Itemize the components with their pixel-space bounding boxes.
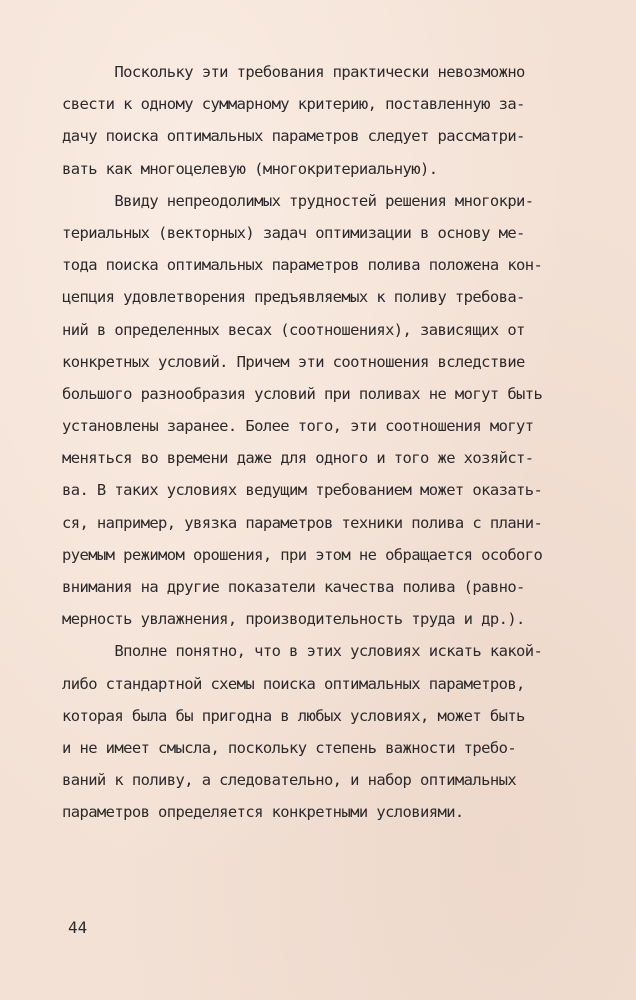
text-line: большого разнообразия условий при поливах не могут быть bbox=[62, 384, 543, 403]
text-line: которая была бы пригодна в любых условиях, может быть bbox=[62, 706, 525, 725]
text-line: внимания на другие показатели качества полива (равно- bbox=[62, 578, 525, 596]
text-line: вать как многоцелевую (многокритериальную). bbox=[62, 159, 438, 178]
text-line: мерность увлажнения, производительность труда и др.). bbox=[62, 610, 525, 629]
text-line: свести к одному суммарному критерию, поставленную за- bbox=[62, 95, 525, 114]
text-line: ний в определенных весах (соотношениях), зависящих от bbox=[62, 320, 525, 339]
text-line: Вполне понятно, что в этих условиях искать какой- bbox=[62, 642, 543, 661]
text-line: и не имеет смысла, поскольку степень важности требо- bbox=[62, 738, 517, 757]
text-line: Ввиду непреодолимых трудностей решения многокри- bbox=[62, 191, 534, 210]
text-line: ся, например, увязка параметров техники полива с плани- bbox=[62, 513, 543, 532]
text-line: параметров определяется конкретными условиями. bbox=[62, 803, 464, 822]
text-line: Поскольку эти требования практически невозможно bbox=[62, 63, 525, 81]
text-line: тода поиска оптимальных параметров полива положена кон- bbox=[62, 256, 543, 275]
text-line: ва. В таких условиях ведущим требованием может оказать- bbox=[62, 481, 543, 500]
text-line: установлены заранее. Более того, эти соотношения могут bbox=[62, 417, 534, 436]
text-line: руемым режимом орошения, при этом не обращается особого bbox=[62, 545, 543, 564]
text-line: териальных (векторных) задач оптимизации в основу ме- bbox=[62, 223, 525, 242]
text-line: ваний к поливу, а следовательно, и набор оптимальных bbox=[62, 771, 517, 790]
text-line: конкретных условий. Причем эти соотношения вследствие bbox=[62, 352, 525, 371]
text-line: меняться во времени даже для одного и того же хозяйст- bbox=[62, 449, 534, 468]
text-line: либо стандартной схемы поиска оптимальных параметров, bbox=[62, 674, 525, 693]
text-line: цепция удовлетворения предъявляемых к поливу требова- bbox=[62, 288, 525, 307]
body-text bbox=[62, 56, 622, 829]
text-line: дачу поиска оптимальных параметров следует рассматри- bbox=[62, 127, 525, 146]
page-number: 44 bbox=[68, 918, 88, 937]
